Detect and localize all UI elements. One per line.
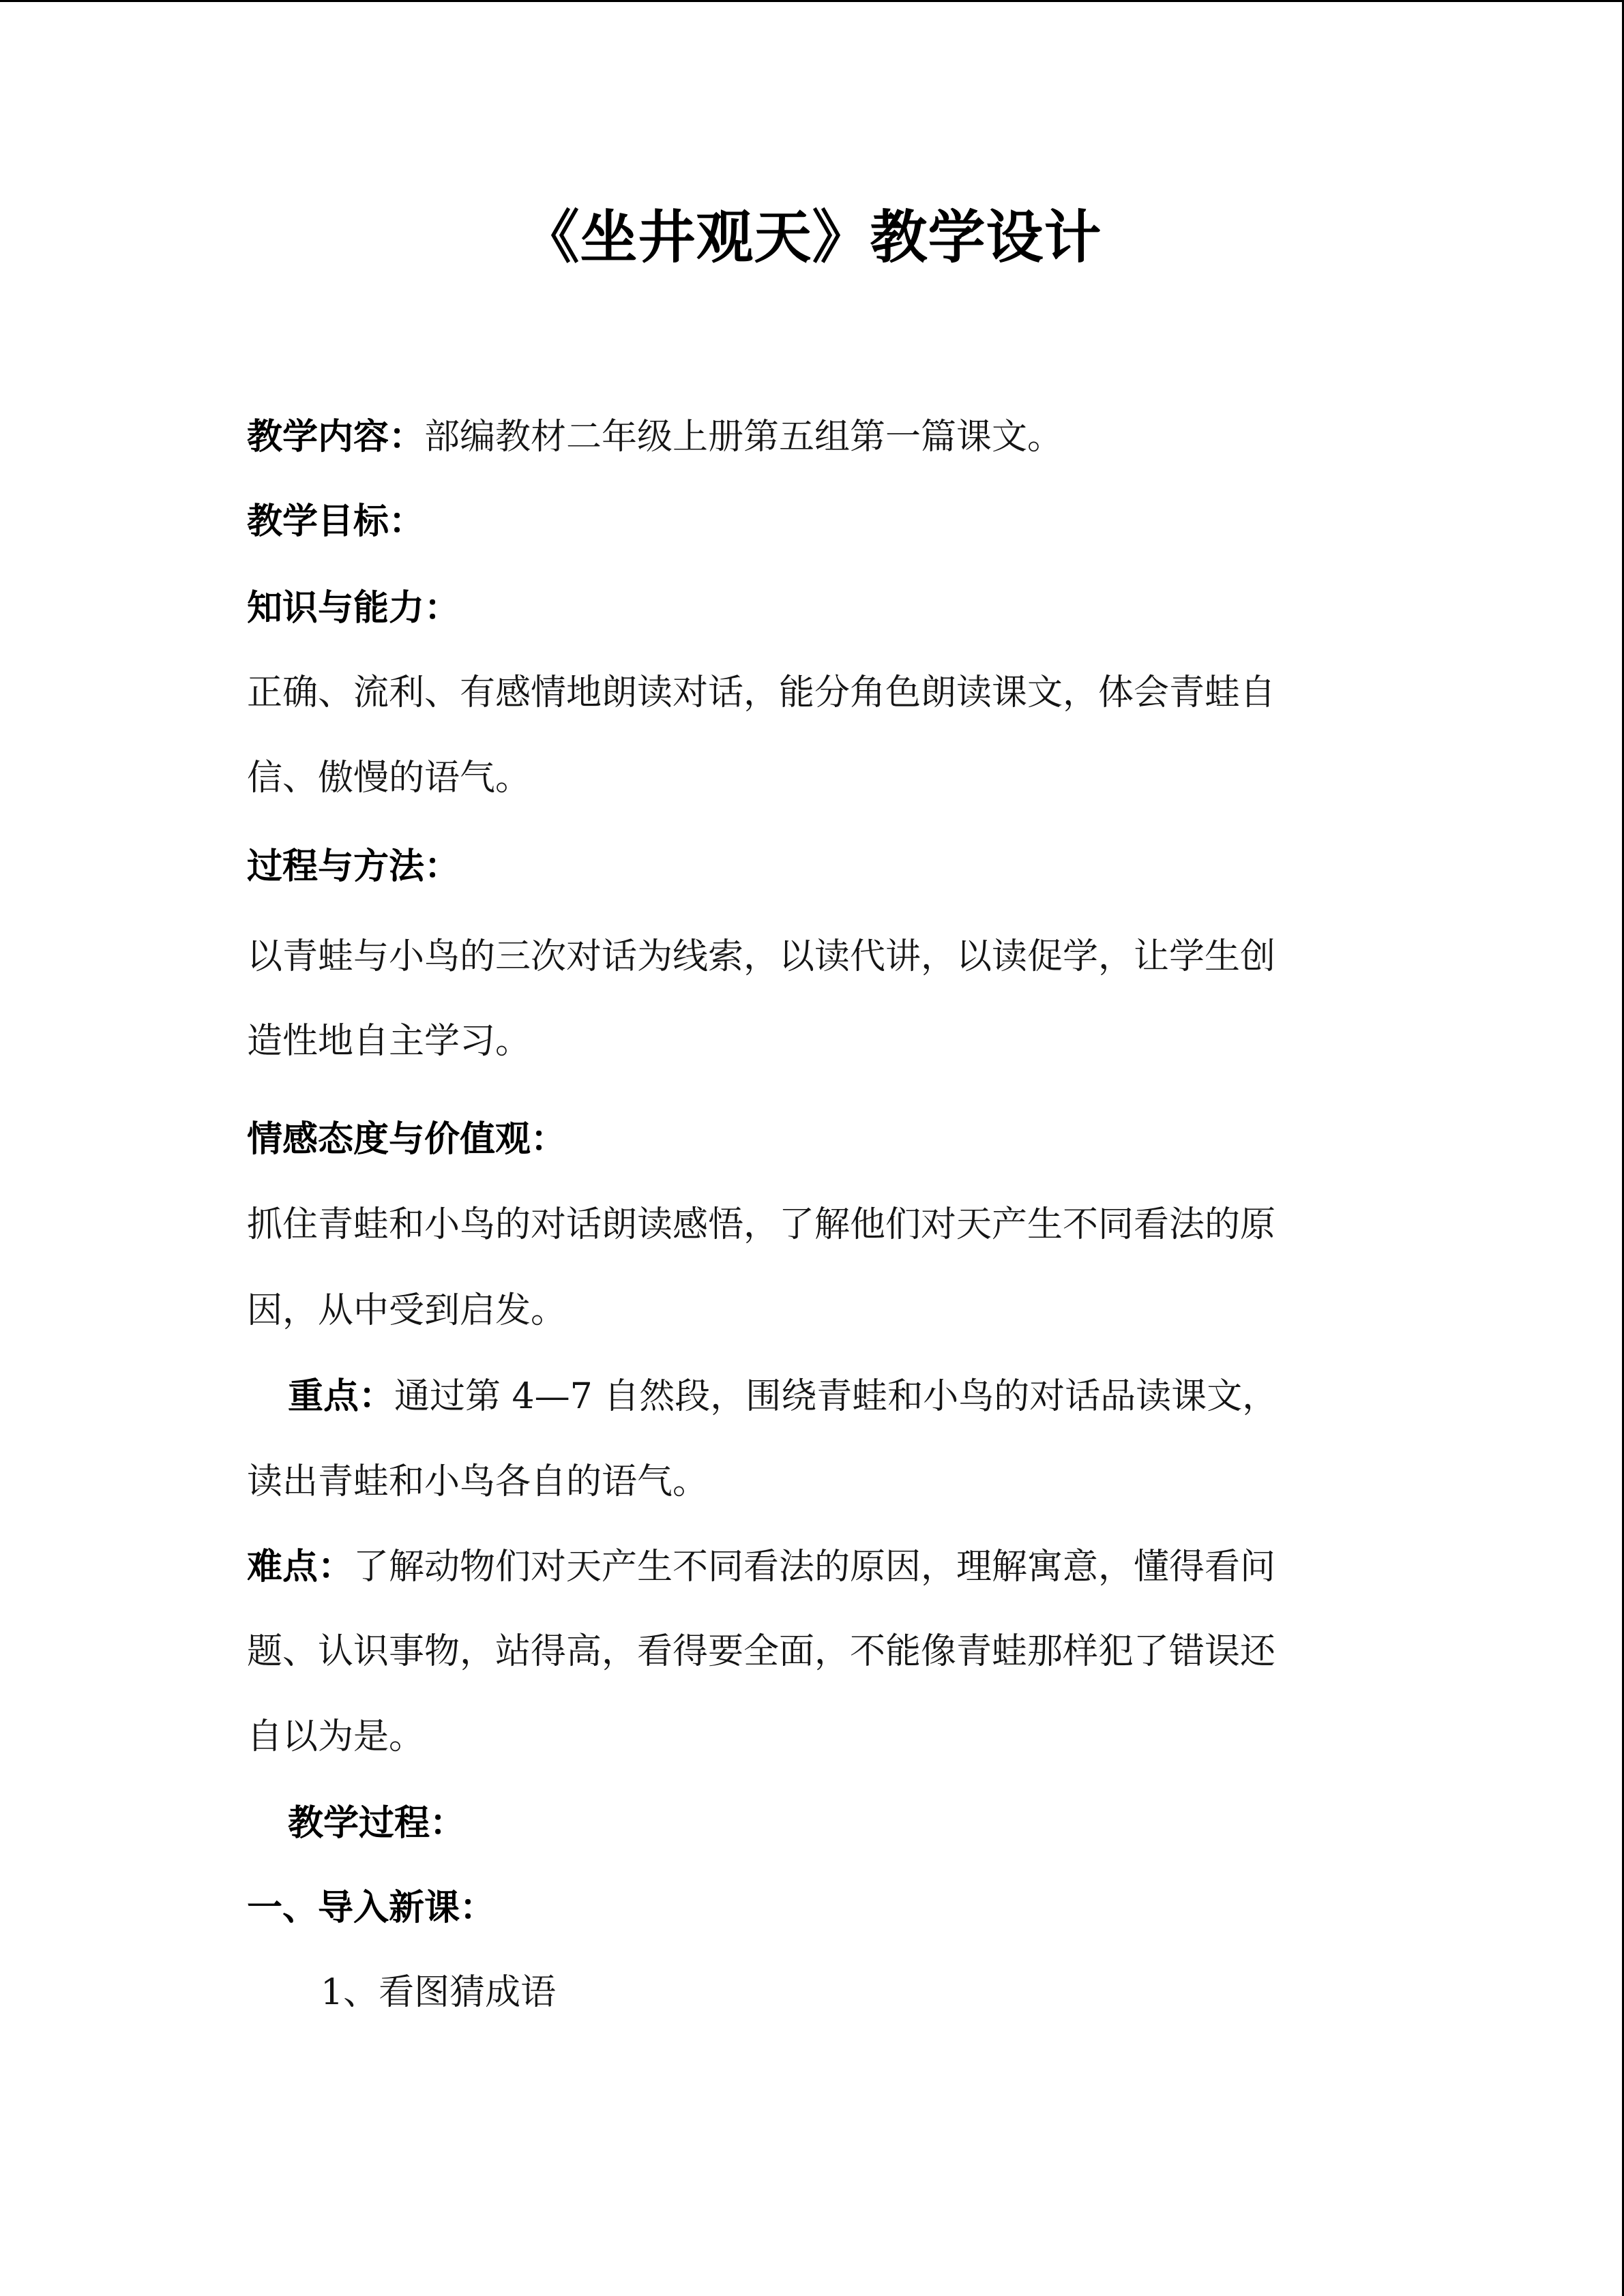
difficulty-line-1: [247, 1543, 1275, 1591]
key-point-line-2: 读出青蛙和小鸟各自的语气。: [247, 1461, 709, 1502]
difficulty-label: 难点：: [247, 1547, 354, 1587]
process-method-text-line-2: 造性地自主学习。: [247, 1021, 531, 1062]
emotion-text-line-2: 因，从中受到启发。: [247, 1290, 567, 1331]
teaching-content-line: [247, 413, 1063, 461]
section-1-heading: 一、导入新课：: [247, 1888, 496, 1928]
knowledge-text-line-1: 正确、流利、有感情地朗读对话，能分角色朗读课文，体会青蛙自: [247, 672, 1276, 713]
difficulty-line-2: 题、认识事物，站得高，看得要全面，不能像青蛙那样犯了错误还: [247, 1631, 1276, 1672]
document-title: 《坐井观天》教学设计: [522, 204, 1102, 271]
objectives-heading: 教学目标：: [247, 501, 425, 542]
section-1-item-1: 1、看图猜成语: [321, 1972, 557, 2013]
key-point-line-1: [288, 1373, 1278, 1420]
difficulty-text: 了解动物们对天产生不同看法的原因，理解寓意，懂得看问: [353, 1547, 1276, 1587]
key-point-label: 重点：: [288, 1376, 395, 1417]
teaching-content-label: 教学内容：: [247, 417, 425, 458]
difficulty-line-3: 自以为是。: [247, 1716, 425, 1757]
emotion-heading: 情感态度与价值观：: [247, 1119, 567, 1160]
process-method-heading: 过程与方法：: [247, 846, 460, 887]
knowledge-text-line-2: 信、傲慢的语气。: [247, 758, 531, 799]
knowledge-heading: 知识与能力：: [247, 588, 460, 629]
emotion-text-line-1: 抓住青蛙和小鸟的对话朗读感悟，了解他们对天产生不同看法的原: [247, 1204, 1276, 1245]
teaching-content-text: 部编教材二年级上册第五组第一篇课文。: [424, 417, 1063, 458]
teaching-process-heading: 教学过程：: [288, 1803, 466, 1844]
process-method-text-line-1: 以青蛙与小鸟的三次对话为线索，以读代讲，以读促学，让学生创: [247, 936, 1276, 977]
key-point-text: 通过第 4—7 自然段，围绕青蛙和小鸟的对话品读课文，: [394, 1376, 1278, 1417]
